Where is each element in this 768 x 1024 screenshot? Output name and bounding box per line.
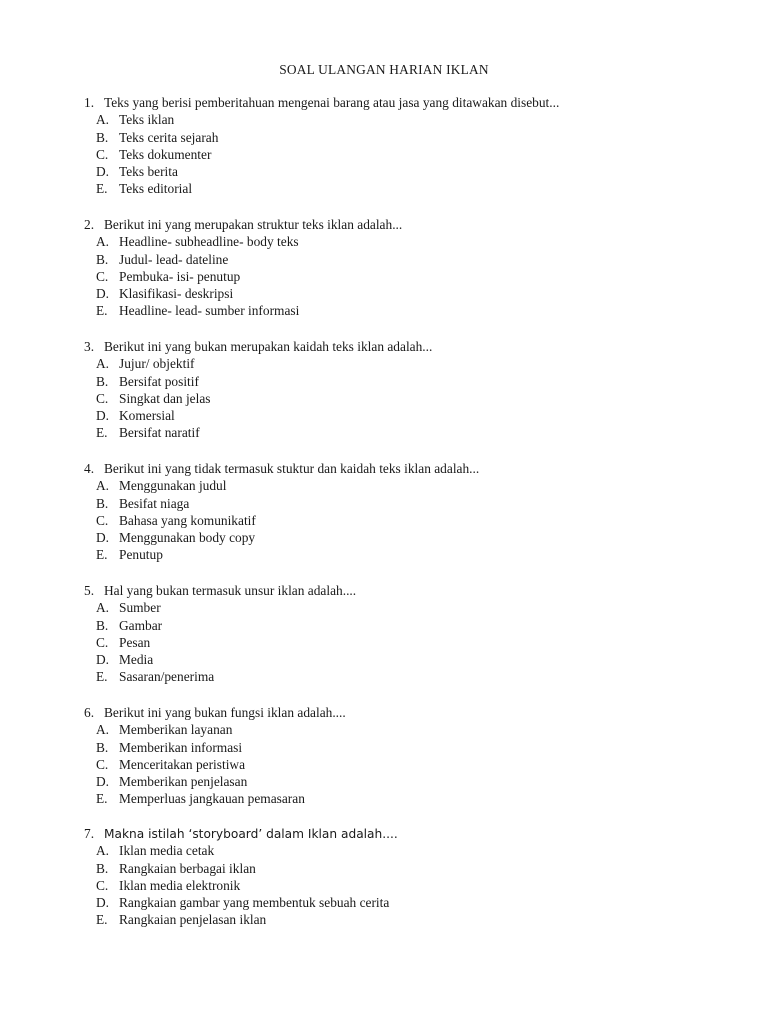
option-text: Klasifikasi- deskripsi — [119, 286, 234, 302]
option-letter: C. — [96, 268, 109, 284]
option-b — [84, 129, 704, 146]
option-list — [84, 721, 704, 807]
option-letter: D. — [96, 774, 110, 790]
option-list — [84, 477, 704, 563]
option-letter: D. — [96, 286, 110, 302]
option-e — [84, 790, 704, 807]
question-text: Berikut ini yang bukan fungsi iklan adalah.... — [104, 705, 346, 720]
question-number: 6. — [84, 705, 95, 720]
option-text: Penutup — [119, 547, 163, 563]
option-letter: A. — [96, 356, 110, 372]
option-d — [84, 529, 704, 546]
option-letter: D. — [96, 530, 110, 546]
question-number: 3. — [84, 339, 95, 354]
option-a — [84, 355, 704, 372]
option-letter: C. — [96, 512, 109, 528]
question-number: 7. — [84, 826, 95, 841]
option-text: Teks iklan — [119, 112, 175, 128]
option-text: Memberikan layanan — [119, 722, 233, 738]
option-b — [84, 373, 704, 390]
option-letter: B. — [96, 251, 109, 267]
option-letter: D. — [96, 895, 110, 911]
option-letter: B. — [96, 739, 109, 755]
option-list — [84, 599, 704, 685]
question-stem — [84, 94, 704, 111]
option-text: Jujur/ objektif — [119, 356, 195, 372]
option-letter: D. — [96, 408, 110, 424]
option-text: Gambar — [119, 617, 163, 633]
option-letter: E. — [96, 669, 108, 685]
option-a — [84, 477, 704, 494]
option-text: Menggunakan body copy — [119, 530, 256, 546]
question-7 — [84, 825, 704, 929]
option-text: Pembuka- isi- penutup — [119, 268, 241, 284]
option-b — [84, 495, 704, 512]
option-list — [84, 842, 704, 928]
option-text: Memberikan informasi — [119, 739, 243, 755]
option-letter: B. — [96, 373, 109, 389]
question-stem — [84, 338, 704, 355]
option-text: Rangkaian penjelasan iklan — [119, 912, 267, 928]
option-letter: A. — [96, 478, 110, 494]
option-text: Judul- lead- dateline — [119, 251, 229, 267]
question-number: 2. — [84, 217, 95, 232]
option-a — [84, 721, 704, 738]
option-a — [84, 111, 704, 128]
question-text: Berikut ini yang tidak termasuk stuktur dan kaidah teks iklan adalah... — [104, 461, 480, 476]
option-letter: C. — [96, 390, 109, 406]
option-c — [84, 146, 704, 163]
option-letter: B. — [96, 495, 109, 511]
option-a — [84, 233, 704, 250]
document-title: SOAL ULANGAN HARIAN IKLAN — [279, 62, 489, 77]
option-c — [84, 512, 704, 529]
option-text: Headline- subheadline- body teks — [119, 234, 299, 250]
option-text: Teks dokumenter — [119, 146, 212, 162]
option-letter: E. — [96, 791, 108, 807]
option-b — [84, 251, 704, 268]
option-letter: B. — [96, 129, 109, 145]
option-c — [84, 877, 704, 894]
option-d — [84, 773, 704, 790]
option-letter: C. — [96, 146, 109, 162]
option-letter: B. — [96, 617, 109, 633]
question-6 — [84, 704, 704, 808]
option-d — [84, 163, 704, 180]
option-text: Singkat dan jelas — [119, 390, 211, 406]
option-letter: C. — [96, 756, 109, 772]
option-c — [84, 634, 704, 651]
option-d — [84, 894, 704, 911]
option-a — [84, 842, 704, 859]
option-d — [84, 285, 704, 302]
option-letter: C. — [96, 634, 109, 650]
question-2 — [84, 216, 704, 320]
option-text: Menceritakan peristiwa — [119, 756, 246, 772]
option-letter: E. — [96, 425, 108, 441]
option-text: Besifat niaga — [119, 495, 190, 511]
option-e — [84, 546, 704, 563]
question-3 — [84, 338, 704, 442]
option-list — [84, 233, 704, 319]
option-c — [84, 390, 704, 407]
option-list — [84, 355, 704, 441]
option-e — [84, 911, 704, 928]
option-text: Iklan media cetak — [119, 843, 215, 859]
option-e — [84, 180, 704, 197]
option-text: Komersial — [119, 408, 175, 424]
option-text: Teks cerita sejarah — [119, 129, 219, 145]
question-number: 1. — [84, 95, 95, 110]
question-stem — [84, 582, 704, 599]
option-letter: E. — [96, 547, 108, 563]
option-letter: A. — [96, 722, 110, 738]
option-b — [84, 860, 704, 877]
option-text: Headline- lead- sumber informasi — [119, 303, 300, 319]
option-text: Bersifat positif — [119, 373, 199, 389]
option-text: Iklan media elektronik — [119, 877, 241, 893]
option-e — [84, 424, 704, 441]
option-text: Bahasa yang komunikatif — [119, 512, 256, 528]
option-e — [84, 668, 704, 685]
question-number: 4. — [84, 461, 95, 476]
question-text: Teks yang berisi pemberitahuan mengenai barang atau jasa yang ditawakan disebut... — [104, 95, 560, 110]
question-text: Makna istilah ‘storyboard’ dalam Iklan adalah.... — [104, 827, 398, 841]
option-b — [84, 617, 704, 634]
question-text: Berikut ini yang merupakan struktur teks iklan adalah... — [104, 217, 403, 232]
option-c — [84, 268, 704, 285]
option-text: Memberikan penjelasan — [119, 774, 248, 790]
option-letter: A. — [96, 234, 110, 250]
option-text: Teks berita — [119, 164, 178, 180]
option-text: Sasaran/penerima — [119, 669, 215, 685]
option-d — [84, 651, 704, 668]
question-text: Berikut ini yang bukan merupakan kaidah teks iklan adalah... — [104, 339, 433, 354]
option-letter: E. — [96, 912, 108, 928]
option-letter: A. — [96, 600, 110, 616]
option-text: Rangkaian gambar yang membentuk sebuah cerita — [119, 895, 390, 911]
option-letter: E. — [96, 181, 108, 197]
option-letter: E. — [96, 303, 108, 319]
question-stem — [84, 825, 704, 842]
option-letter: B. — [96, 860, 109, 876]
question-4 — [84, 460, 704, 564]
option-text: Media — [119, 652, 154, 668]
option-list — [84, 111, 704, 197]
question-1 — [84, 94, 704, 198]
question-stem — [84, 460, 704, 477]
question-5 — [84, 582, 704, 686]
option-d — [84, 407, 704, 424]
option-text: Teks editorial — [119, 181, 193, 197]
question-stem — [84, 704, 704, 721]
question-stem — [84, 216, 704, 233]
option-letter: D. — [96, 164, 110, 180]
option-text: Pesan — [119, 634, 151, 650]
option-text: Rangkaian berbagai iklan — [119, 860, 256, 876]
option-letter: A. — [96, 112, 110, 128]
option-text: Sumber — [119, 600, 161, 616]
option-letter: A. — [96, 843, 110, 859]
question-text: Hal yang bukan termasuk unsur iklan adalah.... — [104, 583, 357, 598]
option-letter: C. — [96, 877, 109, 893]
option-b — [84, 739, 704, 756]
option-c — [84, 756, 704, 773]
question-number: 5. — [84, 583, 95, 598]
option-a — [84, 599, 704, 616]
option-text: Memperluas jangkauan pemasaran — [119, 791, 305, 807]
option-letter: D. — [96, 652, 110, 668]
option-e — [84, 302, 704, 319]
option-text: Bersifat naratif — [119, 425, 200, 441]
option-text: Menggunakan judul — [119, 478, 227, 494]
